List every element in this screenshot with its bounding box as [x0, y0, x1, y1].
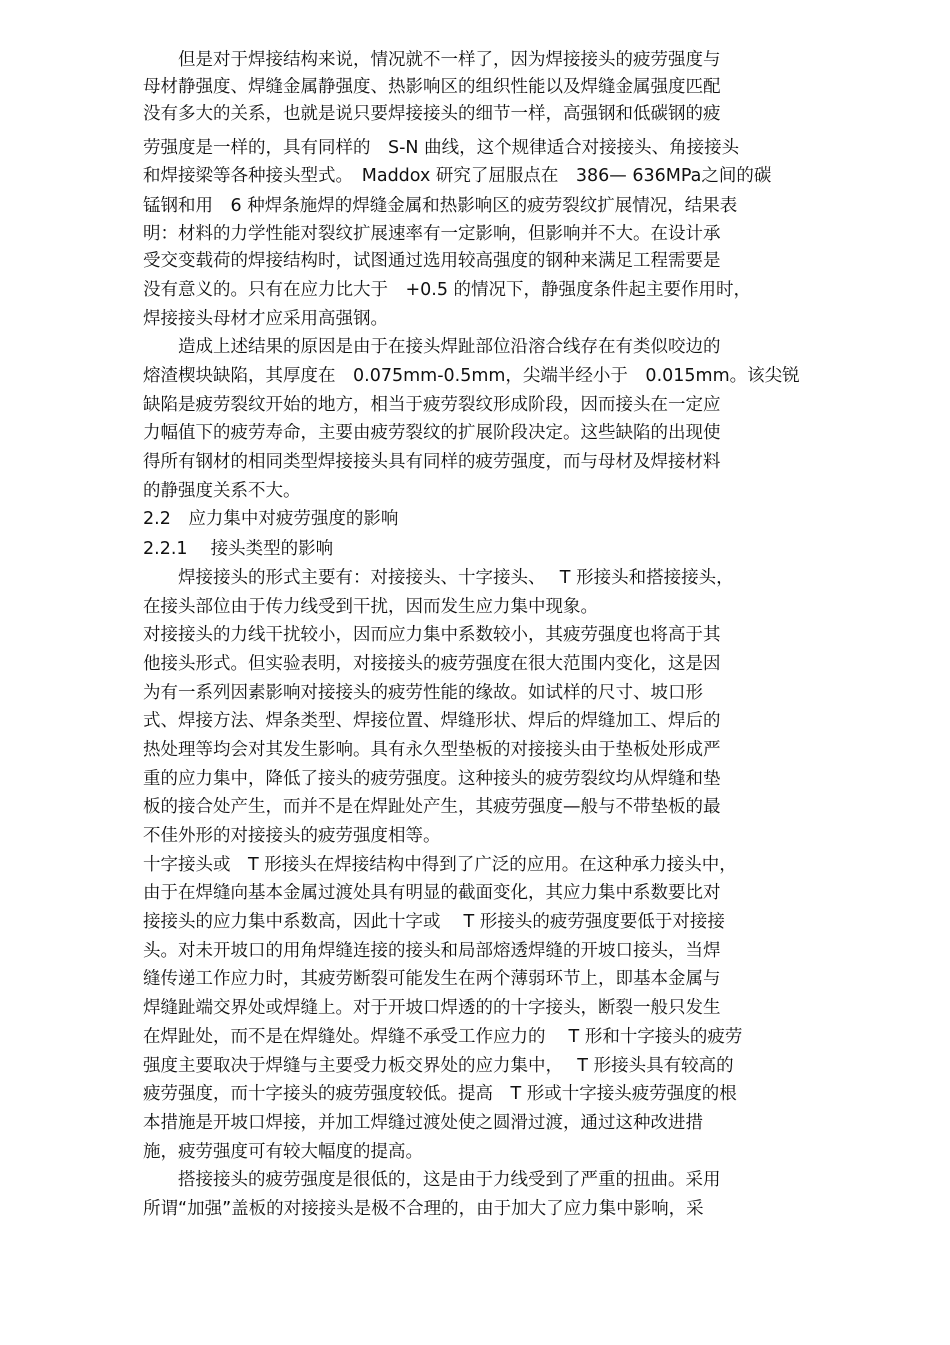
text-line: 由于在焊缝向基本金属过渡处具有明显的截面变化，其应力集中系数要比对: [143, 883, 721, 903]
subsection-heading: 2.2.1 接头类型的影响: [143, 539, 334, 559]
text-line: 母材静强度、焊缝金属静强度、热影响区的组织性能以及焊缝金属强度匹配: [143, 77, 721, 97]
text-line: 力幅值下的疲劳寿命，主要由疲劳裂纹的扩展阶段决定。这些缺陷的出现使: [143, 423, 721, 443]
text-line: 没有多大的关系，也就是说只要焊接接头的细节一样，高强钢和低碳钢的疲: [143, 104, 721, 124]
text-line: 造成上述结果的原因是由于在接头焊趾部位沿溶合线存在有类似咬边的: [143, 337, 721, 357]
text-line: 缝传递工作应力时，其疲劳断裂可能发生在两个薄弱环节上，即基本金属与: [143, 969, 721, 989]
text-line: 受交变载荷的焊接结构时，试图通过选用较高强度的钢种来满足工程需要是: [143, 251, 721, 271]
text-line: 熔渣楔块缺陷，其厚度在 0.075mm-0.5mm，尖端半经小于 0.015mm。该尖锐: [143, 366, 800, 386]
text-line: 接接头的应力集中系数高，因此十字或 T 形接头的疲劳强度要低于对接接: [143, 912, 725, 932]
text-line: 搭接接头的疲劳强度是很低的，这是由于力线受到了严重的扭曲。采用: [143, 1170, 721, 1190]
text-line: 和焊接梁等各种接头型式。 Maddox 研究了屈服点在 386— 636MPa之间的碳: [143, 166, 772, 186]
text-line: 施，疲劳强度可有较大幅度的提高。: [143, 1142, 423, 1162]
text-line: 十字接头或 T 形接头在焊接结构中得到了广泛的应用。在这种承力接头中，: [143, 855, 737, 875]
text-line: 焊缝趾端交界处或焊缝上。对于开坡口焊透的的十字接头，断裂一般只发生: [143, 998, 721, 1018]
text-line: 他接头形式。但实验表明，对接接头的疲劳强度在很大范围内变化，这是因: [143, 654, 721, 674]
text-line: 所谓“加强”盖板的对接接头是极不合理的，由于加大了应力集中影响，采: [143, 1199, 704, 1219]
text-line: 强度主要取决于焊缝与主要受力板交界处的应力集中， T 形接头具有较高的: [143, 1056, 734, 1076]
text-line: 热处理等均会对其发生影响。具有永久型垫板的对接接头由于垫板处形成严: [143, 740, 721, 760]
text-line: 式、焊接方法、焊条类型、焊接位置、焊缝形状、焊后的焊缝加工、焊后的: [143, 711, 721, 731]
text-line: 头。对未开坡口的用角焊缝连接的接头和局部熔透焊缝的开坡口接头，当焊: [143, 941, 721, 961]
text-line: 重的应力集中，降低了接头的疲劳强度。这种接头的疲劳裂纹均从焊缝和垫: [143, 769, 721, 789]
text-line: 焊接接头母材才应采用高强钢。: [143, 309, 388, 329]
text-line: 在焊趾处，而不是在焊缝处。焊缝不承受工作应力的 T 形和十字接头的疲劳: [143, 1027, 743, 1047]
text-line: 缺陷是疲劳裂纹开始的地方，相当于疲劳裂纹形成阶段，因而接头在一定应: [143, 395, 721, 415]
text-line: 但是对于焊接结构来说，情况就不一样了，因为焊接接头的疲劳强度与: [143, 50, 721, 70]
text-line: 锰钢和用 6 种焊条施焊的焊缝金属和热影响区的疲劳裂纹扩展情况，结果表: [143, 196, 738, 216]
text-line: 板的接合处产生，而并不是在焊趾处产生，其疲劳强度—般与不带垫板的最: [143, 797, 721, 817]
text-line: 焊接接头的形式主要有：对接接头、十字接头、 T 形接头和搭接接头，: [143, 568, 734, 588]
text-line: 明：材料的力学性能对裂纹扩展速率有一定影响，但影响并不大。在设计承: [143, 224, 721, 244]
text-line: 疲劳强度，而十字接头的疲劳强度较低。提高 T 形或十字接头疲劳强度的根: [143, 1084, 737, 1104]
text-line: 的静强度关系不大。: [143, 481, 301, 501]
section-heading: 2.2 应力集中对疲劳强度的影响: [143, 509, 399, 529]
text-line: 劳强度是一样的，具有同样的 S-N 曲线，这个规律适合对接接头、角接接头: [143, 138, 740, 158]
text-line: 为有一系列因素影响对接接头的疲劳性能的缘故。如试样的尺寸、坡口形: [143, 683, 703, 703]
text-line: 对接接头的力线干扰较小，因而应力集中系数较小，其疲劳强度也将高于其: [143, 625, 721, 645]
text-line: 得所有钢材的相同类型焊接接头具有同样的疲劳强度，而与母材及焊接材料: [143, 452, 721, 472]
text-line: 不佳外形的对接接头的疲劳强度相等。: [143, 826, 441, 846]
text-line: 本措施是开坡口焊接，并加工焊缝过渡处使之圆滑过渡，通过这种改进措: [143, 1113, 703, 1133]
text-line: 在接头部位由于传力线受到干扰，因而发生应力集中现象。: [143, 597, 598, 617]
text-line: 没有意义的。只有在应力比大于 +0.5 的情况下，静强度条件起主要作用时，: [143, 280, 752, 300]
